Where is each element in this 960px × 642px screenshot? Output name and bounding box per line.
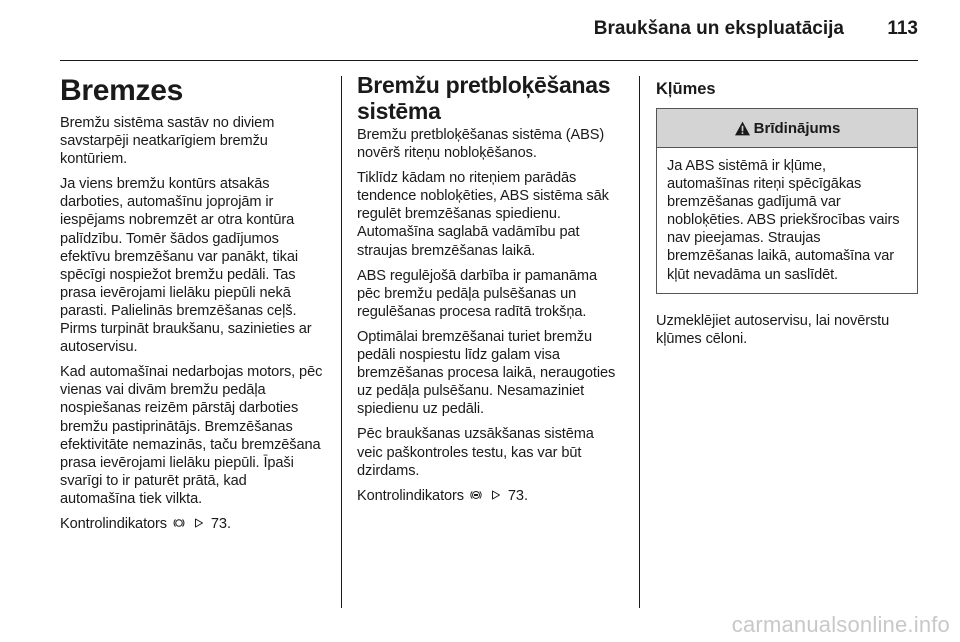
- warning-header: [657, 109, 917, 148]
- paragraph: Kad automašīnai nedarbojas motors, pēc vienas vai divām bremžu pedāļa nospiešanas reizēm pārstāj darboties bremžu pastiprinātājs. Bremzēšanas efektivitāte nemazinās, taču bremzēšana prasa ievērojami lielāku piepūli. Īpaši svarīgi to ir paturēt prātā, kad automašīna tiek vilkta.: [60, 364, 323, 507]
- abs-warning-light-icon: [470, 489, 482, 501]
- indicator-reference: [60, 515, 324, 533]
- paragraph: Ja viens bremžu kontūrs atsakās darboties, automašīnu joprojām ir iespējams nobremzēt ar otra kontūra palīdzību. Tomēr šādos gadījumos efektīvu bremzēšanu var panākt, tikai spēcīgi nospiežot bremžu pedāli. Tas prasa ievērojami lielāku piepūli nekā parasti. Palielinās bremzēšanas ceļš. Pirms turpināt braukšanu, sazinieties ar autoservisu.: [60, 176, 312, 356]
- paragraph: Uzmeklējiet autoservisu, lai novērstu kļūmes cēloni.: [656, 312, 890, 347]
- paragraph: Tiklīdz kādam no riteņiem parādās tendence nobloķēties, ABS sistēma sāk regulēt bremzēšanas spiedienu. Automašīna saglabā vadāmību pat straujas bremzēšanas laikā.: [357, 170, 609, 259]
- section-title-faults: Kļūmes: [656, 80, 716, 98]
- paragraph: Bremžu pretbloķēšanas sistēma (ABS) novērš riteņu nobloķēšanos.: [357, 127, 605, 162]
- reference-page: 73.: [507, 487, 528, 504]
- paragraph: Pēc braukšanas uzsākšanas sistēma veic paškontroles testu, kas var būt dzirdams.: [357, 426, 594, 479]
- watermark-text: carmanualsonline.info: [731, 612, 950, 637]
- page-reference-arrow-icon: [193, 517, 205, 529]
- column-divider-2: [639, 76, 640, 608]
- reference-page: 73.: [210, 515, 231, 532]
- indicator-reference: [357, 487, 621, 505]
- warning-body: [657, 148, 917, 293]
- paragraph: Bremžu sistēma sastāv no diviem savstarpēji neatkarīgiem bremžu kontūriem.: [60, 115, 275, 168]
- section-title-abs: Bremžu pretbloķēšanas sistēma: [357, 72, 611, 124]
- running-header-title: Braukšana un ekspluatācija: [593, 18, 844, 39]
- warning-title: Brīdinājums: [753, 119, 841, 137]
- section-title-brakes: Bremzes: [60, 74, 183, 107]
- paragraph: Optimālai bremzēšanai turiet bremžu pedāli nospiestu līdz galam visa bremzēšanas procesa laikā, neraugoties uz pedāļa pulsēšanu. Nesamaziniet spiedienu uz pedāli.: [357, 328, 616, 418]
- brake-warning-light-icon: [173, 517, 185, 529]
- paragraph: ABS regulējošā darbība ir pamanāma pēc bremžu pedāļa pulsēšanas un regulēšanas procesa radītā trokšņa.: [357, 267, 597, 320]
- column-faults: [656, 72, 918, 355]
- warning-box: [656, 108, 918, 294]
- column-divider-1: [341, 76, 342, 608]
- warning-text: Ja ABS sistēmā ir kļūme, automašīnas riteņi spēcīgākas bremzēšanas gadījumā var nobloķēties. ABS priekšrocības vairs nav pieejamas. Straujas bremzēšanas laikā, automašīna var kļūt nevadāma un saslīdēt.: [667, 158, 900, 283]
- reference-label: Kontrolindikators: [357, 487, 464, 504]
- column-brakes: [60, 72, 324, 540]
- column-abs: [357, 72, 621, 512]
- warning-triangle-icon: [734, 121, 751, 136]
- reference-label: Kontrolindikators: [60, 515, 167, 532]
- header-rule: [60, 60, 918, 61]
- page-number: 113: [887, 18, 918, 39]
- page-reference-arrow-icon: [490, 489, 502, 501]
